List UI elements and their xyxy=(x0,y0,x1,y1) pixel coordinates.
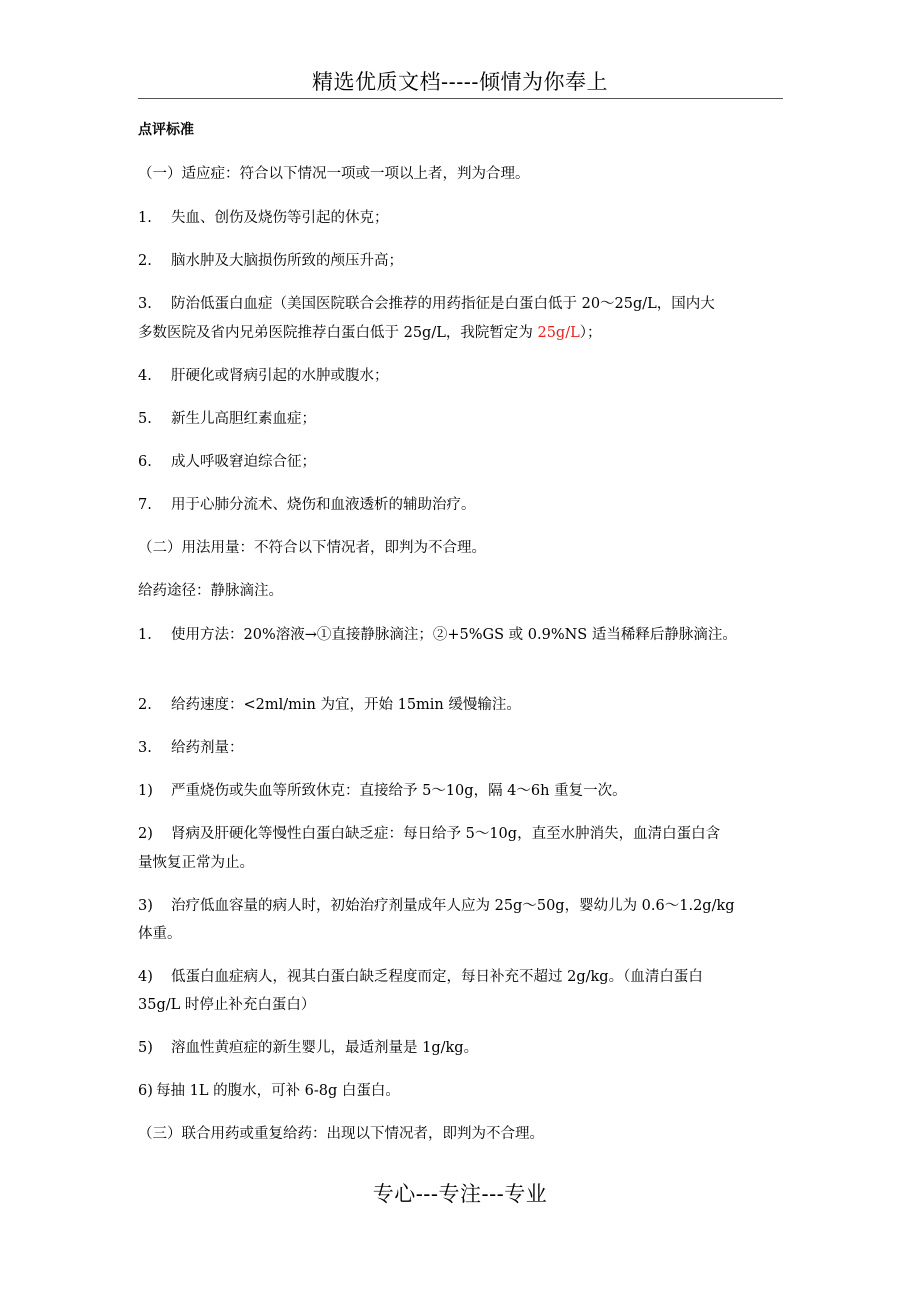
item-text: 给药剂量： xyxy=(171,740,244,756)
item-number: 5. xyxy=(138,411,152,427)
item-number: 3) xyxy=(138,898,153,914)
item-number: 1. xyxy=(138,210,152,226)
item-text: 失血、创伤及烧伤等引起的休克； xyxy=(171,210,389,226)
s2-item-1 xyxy=(138,623,788,644)
item-text: 多数医院及省内兄弟医院推荐白蛋白低于 25g/L，我院暂定为 xyxy=(138,325,538,341)
item-text: 溶血性黄疸症的新生婴儿，最适剂量是 1g/kg。 xyxy=(171,1040,479,1056)
page-footer: 专心---专注---专业 xyxy=(372,1182,548,1206)
item-number: 7. xyxy=(138,497,152,513)
item-number: 1) xyxy=(138,783,153,799)
s2-heading: （二）用法用量：不符合以下情况者，即判为不合理。 xyxy=(138,540,486,556)
item-text: ）； xyxy=(579,325,602,341)
item-text: 新生儿高胆红素血症； xyxy=(171,411,316,427)
item-number: 3. xyxy=(138,296,152,312)
item-text: 用于心肺分流术、烧伤和血液透析的辅助治疗。 xyxy=(171,497,476,513)
item-text: 治疗低血容量的病人时，初始治疗剂量成年人应为 25g～50g，婴幼儿为 0.6～1.2g/kg xyxy=(171,898,735,914)
page-header-title: 精选优质文档-----倾情为你奉上 xyxy=(312,70,608,94)
dose-item-4-cont: 35g/L 时停止补充白蛋白） xyxy=(138,997,316,1013)
s3-heading: （三）联合用药或重复给药：出现以下情况者，即判为不合理。 xyxy=(138,1126,544,1142)
s1-heading: （一）适应症：符合以下情况一项或一项以上者，判为合理。 xyxy=(138,166,530,182)
item-text: 严重烧伤或失血等所致休克：直接给予 5～10g，隔 4～6h 重复一次。 xyxy=(171,783,627,799)
s2-item-3 xyxy=(138,736,788,757)
dose-item-6 xyxy=(138,1079,788,1100)
item-number: 6) xyxy=(138,1083,153,1099)
dose-item-4 xyxy=(138,965,788,986)
section-title: 点评标准 xyxy=(138,122,194,138)
s1-item-1 xyxy=(138,206,788,227)
item-text: 低蛋白血症病人，视其白蛋白缺乏程度而定，每日补充不超过 2g/kg。（血清白蛋白 xyxy=(171,969,703,985)
highlight-value: 25g/L xyxy=(537,325,580,341)
item-number: 1. xyxy=(138,627,152,643)
header-divider xyxy=(138,98,783,99)
item-number: 5) xyxy=(138,1040,153,1056)
item-text: 给药速度：<2ml/min 为宜，开始 15min 缓慢输注。 xyxy=(171,697,521,713)
s1-item-6 xyxy=(138,450,788,471)
dose-item-2-cont: 量恢复正常为止。 xyxy=(138,855,254,871)
item-text: 肝硬化或肾病引起的水肿或腹水； xyxy=(171,368,389,384)
item-text: 每抽 1L 的腹水，可补 6-8g 白蛋白。 xyxy=(156,1083,400,1099)
item-number: 4) xyxy=(138,969,153,985)
dose-item-3-cont: 体重。 xyxy=(138,926,182,942)
dose-item-3 xyxy=(138,894,788,915)
item-number: 3. xyxy=(138,740,152,756)
item-number: 2) xyxy=(138,826,153,842)
item-number: 2. xyxy=(138,253,152,269)
item-number: 2. xyxy=(138,697,152,713)
s1-item-3-cont xyxy=(138,321,788,342)
s1-item-3 xyxy=(138,292,788,313)
item-number: 6. xyxy=(138,454,152,470)
s1-item-5 xyxy=(138,407,788,428)
s2-item-2 xyxy=(138,693,788,714)
s1-item-7 xyxy=(138,493,788,514)
s1-item-2 xyxy=(138,249,788,270)
item-text: 成人呼吸窘迫综合征； xyxy=(171,454,316,470)
item-text: 肾病及肝硬化等慢性白蛋白缺乏症：每日给予 5～10g，直至水肿消失，血清白蛋白含 xyxy=(171,826,721,842)
item-text: 使用方法：20%溶液→①直接静脉滴注；②+5%GS 或 0.9%NS 适当稀释后静脉滴注。 xyxy=(171,627,737,643)
item-text: 防治低蛋白血症（美国医院联合会推荐的用药指征是白蛋白低于 20～25g/L，国内大 xyxy=(171,296,715,312)
s2-route: 给药途径：静脉滴注。 xyxy=(138,583,283,599)
item-text: 脑水肿及大脑损伤所致的颅压升高； xyxy=(171,253,403,269)
dose-item-2 xyxy=(138,822,788,843)
dose-item-1 xyxy=(138,779,788,800)
item-number: 4. xyxy=(138,368,152,384)
dose-item-5 xyxy=(138,1036,788,1057)
s1-item-4 xyxy=(138,364,788,385)
